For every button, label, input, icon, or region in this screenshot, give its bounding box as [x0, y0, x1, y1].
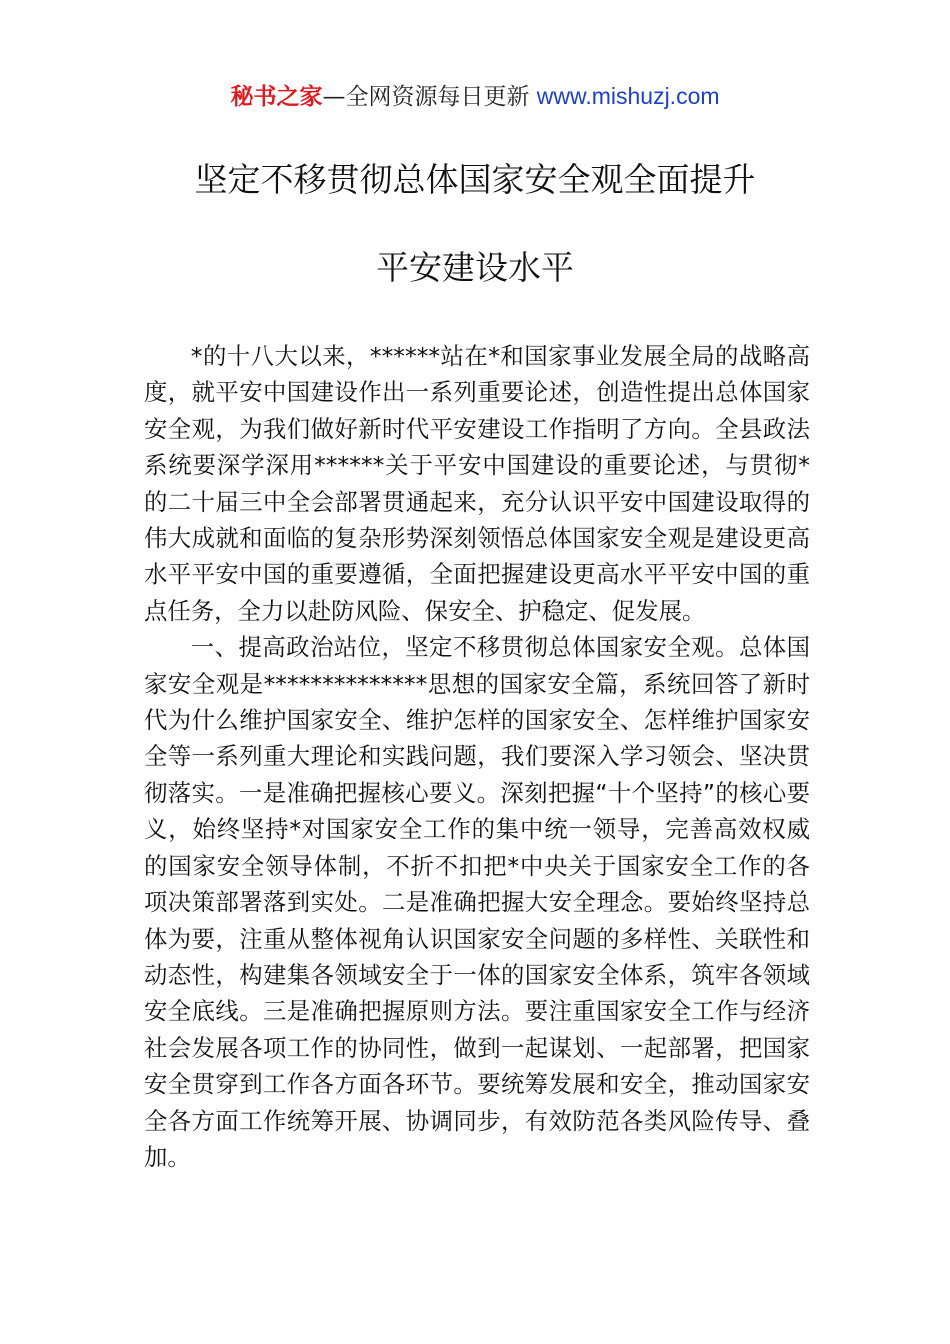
body-paragraph-1: *的十八大以来，******站在*和国家事业发展全局的战略高度，就平安中国建设作出一系列重要论述，创造性提出总体国家安全观，为我们做好新时代平安建设工作指明了方向。全县政法系统要深学深用******关于平安中国建设的重要论述，与贯彻*的二十届三中全会部署贯通起来，充分认识平安中国建设取得的伟大成就和面临的复杂形势深刻领悟总体国家安全观是建设更高水平平安中国的重要遵循，全面把握建设更高水平平安中国的重点任务，全力以赴防风险、保安全、护稳定、促发展。	[144, 342, 810, 625]
document-body	[144, 338, 810, 1175]
header-tagline: —全网资源每日更新	[322, 84, 530, 110]
brand-name: 秘书之家	[230, 84, 323, 110]
document-title-line-2: 平安建设水平	[376, 248, 574, 287]
page-header	[0, 80, 950, 113]
site-url-link[interactable]: www.mishuzj.com	[536, 83, 720, 109]
body-paragraph-2: 一、提高政治站位，坚定不移贯彻总体国家安全观。总体国家安全观是**************思想的国家安全篇，系统回答了新时代为什么维护国家安全、维护怎样的国家安全、怎样维护国家安全等一系列重大理论和实践问题，我们要深入学习领会、坚决贯彻落实。一是准确把握核心要义。深刻把握“十个坚持”的核心要义，始终坚持*对国家安全工作的集中统一领导，完善高效权威的国家安全领导体制，不折不扣把*中央关于国家安全工作的各项决策部署落到实处。二是准确把握大安全理念。要始终坚持总体为要，注重从整体视角认识国家安全问题的多样性、关联性和动态性，构建集各领域安全于一体的国家安全体系，筑牢各领域安全底线。三是准确把握原则方法。要注重国家安全工作与经济社会发展各项工作的协同性，做到一起谋划、一起部署，把国家安全贯穿到工作各方面各环节。要统筹发展和安全，推动国家安全各方面工作统筹开展、协调同步，有效防范各类风险传导、叠加。	[144, 633, 810, 1171]
document-title-line-1: 坚定不移贯彻总体国家安全观全面提升	[194, 160, 756, 199]
